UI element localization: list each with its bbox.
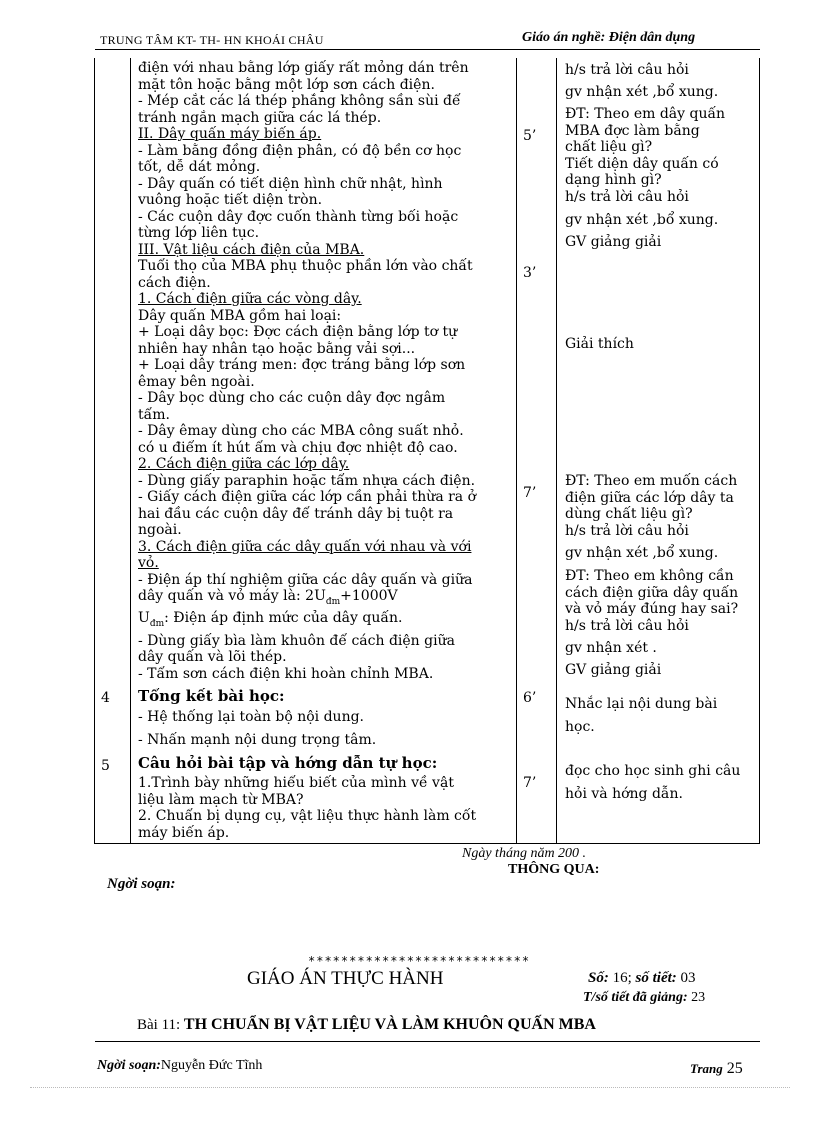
activity-block [565,568,760,634]
content-line: nhiên hay nhân tạo hoặc bằng vải sợi... [138,340,416,357]
subsection-heading-3-cont: vỏ. [138,555,159,571]
time-cell: 3’ [523,265,537,281]
approval-label: THÔNG QUA: [508,862,600,877]
content-line: tránh ngắn mạch giữa các lá thép. [138,109,382,126]
activity-line: đọc cho học sinh ghi câu [565,763,741,779]
subsection-heading-1: 1. Cách điện giữa các vòng dây. [138,291,362,307]
content-line-formula: dây quấn và vỏ máy là: $2U_{đm}+1000V$ [138,588,398,607]
content-line: tốt, dễ dát mỏng. [138,159,261,175]
section4-item: - Hệ thống lại toàn bộ nội dung. [138,708,365,725]
activity-line: Giải thích [565,336,634,352]
content-line: Tuổi thọ của MBA phụ thuộc phần lớn vào chất [138,258,473,274]
time-cell: 7’ [523,775,537,791]
content-line: - Dùng giấy paraphin hoặc tẩm nhựa cách điện. [138,472,476,489]
footer-divider [30,1087,790,1088]
table-border-left [94,58,95,844]
section-heading-III: III. Vật liệu cách điện của MBA. [138,241,365,258]
time-cell: 7’ [523,485,537,501]
section-heading-II: II. Dây quấn máy biến áp. [138,126,322,142]
content-line: điện với nhau bằng lớp giấy rất mỏng dán trên [138,60,469,76]
activity-line: cách điện giữa dây quấn [565,584,739,601]
author-label: Ngời soạn: [107,876,176,892]
activity-line: hỏi và hớng dẫn. [565,786,683,802]
activity-block [565,473,760,539]
content-line: mặt tôn hoặc bằng một lớp sơn cách điện. [138,76,435,93]
lesson-heading: Bài 11: TH CHUẨN BỊ VẬT LIỆU VÀ LÀM KHUÔN QUẤN MBA [137,1016,596,1033]
content-line: - Dây quấn có tiết diện hình chữ nhật, hình [138,175,443,192]
content-line: - Dây bọc dùng cho các cuộn dây đợc ngâm [138,390,446,406]
activity-line: Nhắc lại nội dung bài [565,696,718,712]
subsection-heading-2: 2. Cách điện giữa các lớp dây. [138,456,350,472]
content-line: ngoài. [138,522,182,538]
activity-line: ĐT: Theo em không cần [565,568,734,584]
content-line: - Dây êmay dùng cho các MBA công suất nhỏ. [138,423,464,439]
section5-item: máy biến áp. [138,824,230,841]
table-border-col1 [130,58,131,844]
section5-item: 1.Trình bày những hiểu biết của mình về vật [138,775,454,792]
activity-line: và vỏ máy đúng hay sai? [565,601,739,617]
section5-heading: Câu hỏi bài tập và hớng dẫn tự học: [138,754,438,772]
content-line: - Làm bằng đồng điện phân, có độ bền cơ học [138,142,462,159]
activity-line: dùng chất liệu gì? [565,506,693,522]
activity-line: học. [565,719,595,735]
content-line: - Tẩm sơn cách điện khi hoàn chỉnh MBA. [138,665,434,682]
lesson-number: Số: 16; số tiết: 03 [588,970,696,986]
subsection-heading-3: 3. Cách điện giữa các dây quấn với nhau và với [138,538,472,555]
content-line: + Loại dây bọc: Đợc cách điện bằng lớp tơ tự [138,324,458,340]
activity-line: gv nhận xét . [565,640,657,656]
separator-stars: *************************** [308,954,531,968]
content-line-rated-voltage: $U_{đm}$: Điện áp định mức của dây quấn. [138,610,403,630]
header-school: TRUNG TÂM KT- TH- HN KHOÁI CHÂU [100,33,324,47]
time-cell: 6’ [523,690,537,706]
activity-line: h/s trả lời câu hỏi [565,188,689,205]
step-number-4: 4 [101,690,110,706]
content-line: + Loại dây tráng men: đợc tráng bằng lớp sơn [138,357,466,373]
activity-line: ĐT: Theo em muốn cách [565,473,738,489]
content-line: - Giấy cách điện giữa các lớp cần phải thừa ra ở [138,489,477,505]
footer-page-number: Trang 25 [690,1060,743,1077]
activity-line: Tiết diện dây quấn có [565,155,719,172]
content-line: Dây quấn MBA gồm hai loại: [138,307,342,324]
activity-line: GV giảng giải [565,662,662,678]
content-line: - Các cuộn dây đợc cuốn thành từng bối hoặc [138,208,459,225]
next-lesson-title: GIÁO ÁN THỰC HÀNH [247,968,444,989]
content-line: - Mép cắt các lá thép phẳng không sần sùi để [138,93,461,109]
table-border-col2 [516,58,517,844]
activity-block [565,106,760,205]
lesson-content [138,60,514,841]
content-line: hai đầu các cuộn dây để tránh dây bị tuột ra [138,505,454,522]
content-line: vuông hoặc tiết diện tròn. [138,192,323,208]
content-line: êmay bên ngoài. [138,373,255,390]
section4-heading: Tổng kết bài học: [138,688,285,705]
content-line: có u điểm ít hút ẩm và chịu đợc nhiệt độ cao. [138,439,458,456]
periods-taught: T/số tiết đã giảng: 23 [583,990,706,1005]
content-line: - Điện áp thí nghiệm giữa các dây quấn và giữa [138,571,473,588]
activity-line: dạng hình gì? [565,172,662,188]
content-line: cách điện. [138,274,211,291]
footer-author: Ngời soạn:Nguyễn Đức Tĩnh [97,1058,263,1073]
table-border-col3 [556,58,557,844]
activity-line: gv nhận xét ,bổ xung. [565,545,719,561]
activity-line: gv nhận xét ,bổ xung. [565,84,719,100]
step-number-5: 5 [101,758,110,774]
content-line: từng lớp liên tục. [138,225,260,241]
section5-item: liệu làm mạch từ MBA? [138,791,304,808]
activity-line: GV giảng giải [565,234,662,250]
table-border-bottom [94,843,760,844]
date-line: Ngày tháng năm 200 . [462,846,587,861]
activity-line: chất liệu gì? [565,139,653,155]
activity-line: gv nhận xét ,bổ xung. [565,212,719,228]
content-line: dây quấn và lõi thép. [138,649,287,666]
activity-line: điện giữa các lớp dây ta [565,489,734,506]
activity-line: ĐT: Theo em dây quấn [565,106,726,122]
lesson-divider [95,1041,760,1042]
activity-line: h/s trả lời câu hỏi [565,617,689,634]
content-line: tẩm. [138,406,170,423]
activity-line: h/s trả lời câu hỏi [565,62,689,78]
activity-line: MBA đợc làm bằng [565,122,700,139]
header-subject: Giáo án nghề: Điện dân dụng [522,30,696,45]
section4-item: - Nhấn mạnh nội dung trọng tâm. [138,732,377,749]
section5-item: 2. Chuẩn bị dụng cụ, vật liệu thực hành làm cốt [138,808,477,825]
activity-line: h/s trả lời câu hỏi [565,522,689,539]
time-cell: 5’ [523,128,537,144]
header-divider [95,49,760,50]
content-line: - Dùng giấy bìa làm khuôn để cách điện giữa [138,632,455,649]
